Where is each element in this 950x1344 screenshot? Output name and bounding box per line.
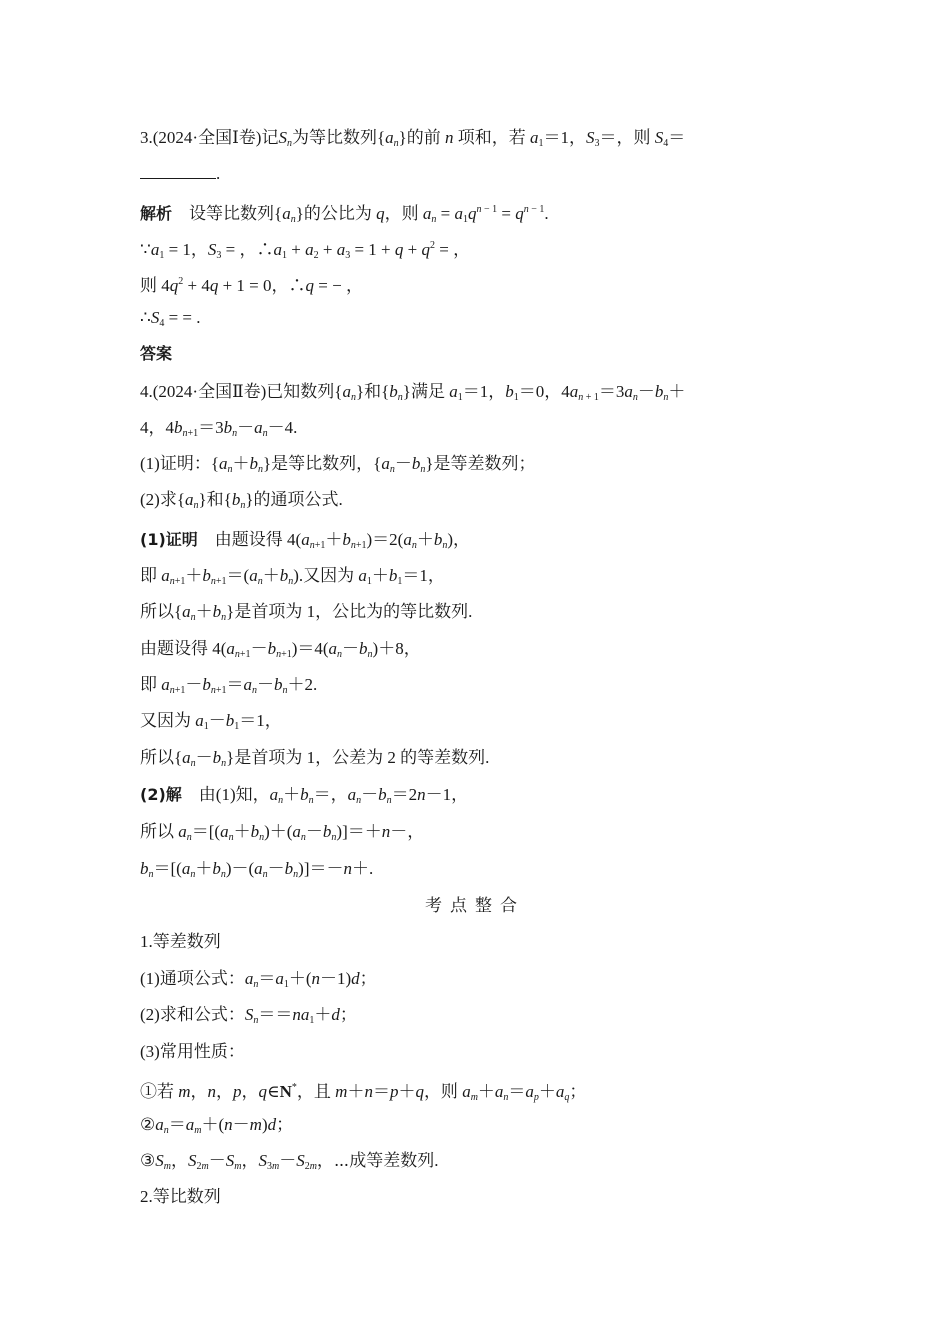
proof-text: ＋ [262, 566, 280, 585]
solution-label: 解 [165, 785, 182, 804]
solution-text: 所以 [140, 822, 174, 841]
q3-analysis-line4: $\therefore S_4$ = = . [140, 308, 201, 329]
solution-line3: $b_n=[(a_n+b_n)-(a_n-b_n)]=-n+$. [140, 859, 374, 880]
proof-text: ＝( [226, 566, 250, 585]
q4-text: (1)证明：{ [140, 454, 219, 473]
proof-text: ＋2. [287, 675, 318, 694]
summary-text: ＋ [314, 1005, 332, 1024]
solution-text: ＋ [233, 822, 251, 841]
summary-text: ＋( [201, 1115, 225, 1134]
proof-text: 即 [140, 566, 162, 585]
proof-text: 所以{ [140, 602, 183, 621]
proof-text: ＋ [371, 566, 389, 585]
q3-text: 项和，若 [457, 128, 526, 147]
summary-text: (2)求和公式： [140, 1005, 245, 1024]
q4-text: ＝0，4 [518, 382, 570, 401]
summary-text: ③ [140, 1151, 156, 1170]
summary-text: ＝ [372, 1082, 390, 1101]
solution-text: ＝[( [153, 859, 182, 878]
summary-text: ) [261, 1115, 268, 1134]
q4-text: ＝3 [198, 418, 224, 437]
proof-text: － [250, 639, 268, 658]
q4-text: －4. [267, 418, 298, 437]
q3-analysis-line3: 则 $4q^2 + 4q + 1 = 0$，∴q = − ， [140, 276, 363, 295]
analysis-text: ∴ [140, 308, 151, 327]
summary-text: ＝ [258, 969, 276, 988]
q3-text: 3.(2024·全国Ⅰ卷)记 [140, 128, 279, 147]
summary-text: ＋( [288, 969, 312, 988]
summary-heading-geometric: 2.等比数列 [140, 1187, 221, 1206]
summary-item2: (2)求和公式：$S_n==na_1+d$； [140, 1005, 357, 1026]
proof-label: 证明 [165, 530, 198, 549]
q3-text: ＝1， [543, 128, 587, 147]
summary-text: ＝＝ [258, 1005, 293, 1024]
answer-label: 答案 [140, 344, 173, 363]
summary-text: ＋ [538, 1082, 556, 1101]
q4-text: }满足 [402, 382, 445, 401]
proof-text: 又因为 [140, 711, 191, 730]
analysis-text: }的公比为 [295, 204, 372, 223]
analysis-text: + 4 [183, 276, 210, 295]
summary-text: ； [339, 1005, 357, 1024]
analysis-text: + [287, 240, 306, 259]
proof-text: ＋ [185, 566, 203, 585]
summary-text: ＋ [477, 1082, 495, 1101]
summary-text: ② [140, 1115, 156, 1134]
proof-text: )＝4( [291, 639, 329, 658]
summary-text: ； [359, 969, 377, 988]
q4-text: ＋ [668, 382, 686, 401]
summary-text: ＋ [347, 1082, 365, 1101]
analysis-text: = − ， [314, 276, 363, 295]
q4-text: ＝3 [598, 382, 625, 401]
proof-text: － [195, 748, 213, 767]
analysis-text: = 1， [164, 240, 208, 259]
summary-text: ； [569, 1082, 587, 1101]
q4-text: }和{ [198, 490, 232, 509]
analysis-text: + [403, 240, 422, 259]
q3-line2 [140, 162, 810, 186]
analysis-text: = [497, 204, 516, 223]
q4-text: ＝1， [462, 382, 506, 401]
q4-text: }是等差数列； [425, 454, 536, 473]
summary-item3: (3)常用性质： [140, 1042, 245, 1061]
solution-text: － [267, 859, 285, 878]
summary-text: ，则 [423, 1082, 463, 1101]
solution-text: )－( [225, 859, 255, 878]
analysis-text: = = . [164, 308, 201, 327]
proof-line3: 所以$\{a_n+b_n\}$是首项为 1，公比为的等比数列. [140, 602, 473, 623]
q4-text: ＋ [232, 454, 250, 473]
q3-text: ＝ [668, 128, 686, 147]
proof-text: )＝2( [366, 530, 404, 549]
solution-text: ＋ [283, 785, 301, 804]
q4-text: 4.(2024·全国Ⅱ卷)已知数列{ [140, 382, 343, 401]
proof-text: ＝1， [239, 711, 282, 730]
proof-text: 由题设得 4( [214, 530, 302, 549]
proof-text: ＝ [226, 675, 244, 694]
q4-part1: (1)证明：$\{a_n+b_n\}$是等比数列，$\{a_n-b_n\}$是等差数列； [140, 454, 536, 475]
analysis-text: ，则 [384, 204, 419, 223]
proof-line1: (1)证明 由题设得 $4(a_{n+1}+b_{n+1})=2(a_n+b_n)$， [140, 530, 470, 551]
summary-text: ， [216, 1082, 234, 1101]
summary-text: (1)通项公式： [140, 969, 245, 988]
q3-text: 为等比数列{ [291, 128, 386, 147]
analysis-text: + 1 = 0，∴ [218, 276, 306, 295]
analysis-text: . [544, 204, 549, 223]
analysis-text: + [318, 240, 337, 259]
summary-text: － [232, 1115, 250, 1134]
proof-text: )＋8， [372, 639, 421, 658]
summary-property3: $③S_m$，$S_{2m}-S_m$，$S_{3m}-S_{2m}$，⋯成等差数列. [140, 1151, 439, 1172]
q4-text: － [637, 382, 655, 401]
solution-text: ＝2 [391, 785, 418, 804]
q3-analysis-line2: $\because a_1 = 1$，$S_3$ = ，$\therefore a_1 + a_2 + a_3 = 1 + q + q^2$ = ， [140, 240, 471, 261]
solution-text: ＋ [195, 859, 213, 878]
proof-text: － [257, 675, 275, 694]
summary-text: ①若 [140, 1082, 179, 1101]
summary-text: －1) [320, 969, 352, 988]
analysis-text: = ，∴ [221, 240, 274, 259]
q4-text: (2)求{ [140, 490, 185, 509]
summary-text: ， [241, 1082, 259, 1101]
proof-line4: 由题设得 $4(a_{n+1}-b_{n+1})=4(a_n-b_n)+8$， [140, 639, 421, 660]
summary-text: ， [170, 1151, 188, 1170]
summary-text: ； [276, 1115, 294, 1134]
summary-text: ＝ [508, 1082, 526, 1101]
analysis-label: 解析 [140, 204, 173, 223]
analysis-text: ∵ [140, 240, 151, 259]
q4-part2: (2)求$\{a_n\}$和$\{b_n\}$的通项公式. [140, 490, 343, 511]
summary-property2: $②a_n=a_m+(n-m)d$； [140, 1115, 294, 1136]
solution-text: － [305, 822, 323, 841]
solution-text: )＋( [264, 822, 293, 841]
solution-text: ＋. [351, 859, 374, 878]
solution-line2: 所以 $a_n=[(a_n+b_n)+(a_n-b_n)]=+n-$， [140, 822, 425, 843]
summary-item1: (1)通项公式：$a_n=a_1+(n-1)d$； [140, 969, 377, 990]
proof-line6: 又因为 $a_1-b_1=1$， [140, 711, 282, 732]
q4-line1: 4.(2024·全国Ⅱ卷)已知数列$\{a_n\}$和$\{b_n\}$满足 $a_1=1$，$b_1=0$，$4a_{n + 1}=3a_n-b_n+$ [140, 382, 686, 403]
proof-text: － [185, 675, 203, 694]
summary-text: － [279, 1151, 297, 1170]
summary-text: － [208, 1151, 226, 1170]
proof-label-num: (1) [140, 530, 166, 549]
q3-line1: 3.(2024·全国Ⅰ卷)记$S_n$为等比数列$\{a_n\}$的前 n 项和，若 $a_1=1$，$S_3=$，则 $S_4=$ [140, 128, 686, 149]
proof-text: － [342, 639, 360, 658]
solution-text: )]＝＋ [336, 822, 382, 841]
solution-text: ＝[( [191, 822, 221, 841]
q3-analysis-line1: 解析 设等比数列$\{a_n\}$的公比为 q，则 $a_n = a_1q^{n - 1} = q^{n - 1}$. [140, 204, 549, 225]
proof-line5: 即 $a_{n+1}-b_{n+1}=a_n-b_n+2$. [140, 675, 318, 696]
solution-text: － [361, 785, 379, 804]
q4-text: － [394, 454, 412, 473]
analysis-text: 设等比数列{ [189, 204, 283, 223]
proof-text: ＋ [195, 602, 213, 621]
proof-text: ＋ [416, 530, 434, 549]
summary-heading-arithmetic: 1.等差数列 [140, 932, 221, 951]
proof-text: － [208, 711, 226, 730]
solution-text: ＝， [313, 785, 348, 804]
analysis-text: = [436, 204, 455, 223]
summary-text: ＋ [398, 1082, 416, 1101]
q4-line2: 4，$4b_{n+1}=3b_n-a_n-4$. [140, 418, 298, 439]
q3-text: . [216, 164, 221, 183]
solution-text: 由(1)知， [198, 785, 270, 804]
summary-text: ， [190, 1082, 208, 1101]
solution-label-num: (2) [140, 785, 166, 804]
proof-text: ).又因为 [293, 566, 355, 585]
summary-text: ，且 [296, 1082, 336, 1101]
answer-blank [140, 164, 216, 179]
proof-text: 所以{ [140, 748, 183, 767]
section-title: 考点整合 [425, 896, 525, 915]
proof-line2: 即 $a_{n+1}+b_{n+1}=(a_n+b_n)$.又因为 $a_1+b_1=1$， [140, 566, 445, 587]
proof-text: 即 [140, 675, 162, 694]
analysis-text: 则 4 [140, 276, 170, 295]
proof-text: }是首项为 1，公比为的等比数列. [226, 602, 473, 621]
solution-line1: (2)解 由(1)知，$a_n+b_n=$，$a_n-b_n=2n-1$， [140, 785, 469, 806]
summary-property1: ①若 m，n，p，q∈N*，且 m＋n＝p＋q，则 $a_m+a_n=a_p+a_q$； [140, 1082, 587, 1103]
solution-text: )]＝－ [298, 859, 344, 878]
summary-text: ∈ [267, 1082, 280, 1101]
analysis-text: = ， [434, 240, 471, 259]
summary-text: ， [241, 1151, 259, 1170]
analysis-text: = 1 + [350, 240, 395, 259]
solution-text: －1， [425, 785, 469, 804]
proof-text: ＝1， [402, 566, 445, 585]
q4-text: }和{ [355, 382, 390, 401]
proof-line7: 所以$\{a_n-b_n\}$是首项为 1，公差为 2 的等差数列. [140, 748, 490, 769]
q4-text: － [237, 418, 255, 437]
proof-text: )， [447, 530, 470, 549]
q3-text: ＝，则 [599, 128, 651, 147]
proof-text: }是首项为 1，公差为 2 的等差数列. [226, 748, 490, 767]
q4-text: }是等比数列，{ [262, 454, 382, 473]
q3-answer [140, 342, 810, 366]
solution-text: －， [390, 822, 425, 841]
q4-text: }的通项公式. [245, 490, 343, 509]
summary-text: ＝ [168, 1115, 186, 1134]
q4-text: 4，4 [140, 418, 174, 437]
proof-text: ＋ [325, 530, 343, 549]
summary-text: ，⋯成等差数列. [316, 1151, 439, 1170]
q3-text: }的前 [398, 128, 441, 147]
proof-text: 由题设得 4( [140, 639, 227, 658]
